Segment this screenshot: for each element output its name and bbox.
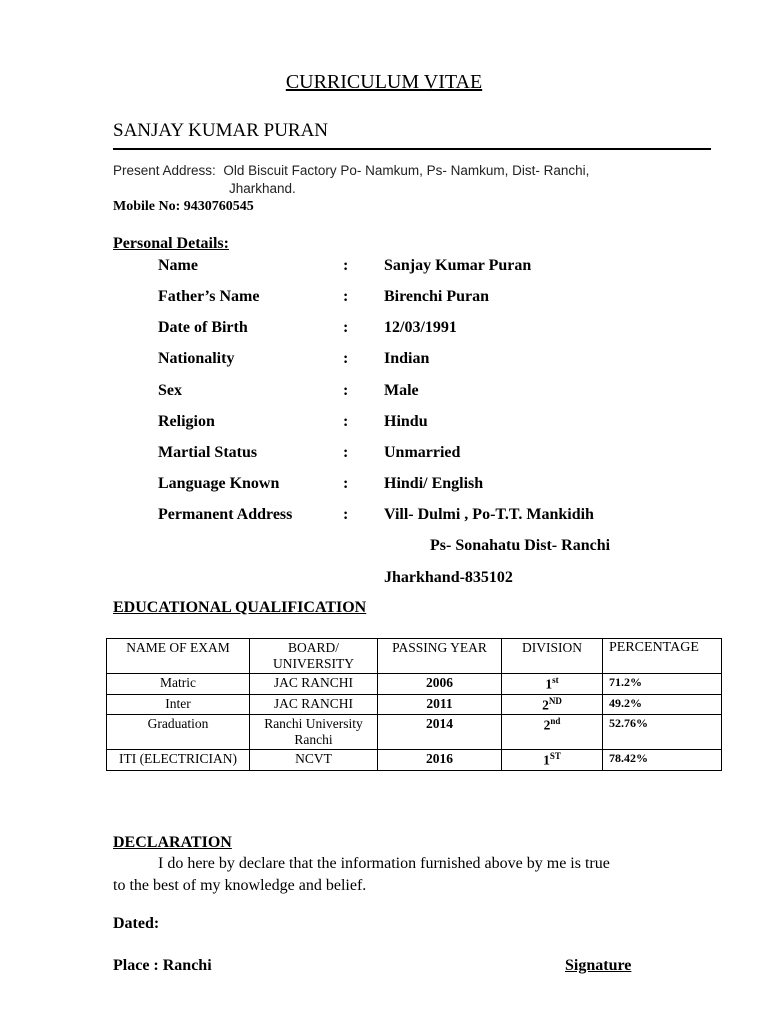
division-suffix: nd <box>550 716 561 726</box>
personal-colon: : <box>343 506 349 523</box>
percentage-cell: 49.2% <box>603 694 722 715</box>
personal-colon: : <box>343 319 349 336</box>
personal-label: Nationality <box>158 350 235 367</box>
board-cell: NCVT <box>250 750 378 771</box>
personal-label: Martial Status <box>158 444 258 461</box>
personal-value: Birenchi Puran <box>384 288 490 305</box>
personal-colon: : <box>343 475 349 492</box>
table-row <box>107 674 722 695</box>
mobile-number <box>113 199 254 215</box>
declaration-line1: I do here by declare that the information furnished above by me is true <box>158 855 610 872</box>
column-header: PASSING YEAR <box>378 639 502 674</box>
mobile-value: 9430760545 <box>183 199 254 214</box>
personal-value: Male <box>384 382 419 399</box>
personal-value: 12/03/1991 <box>384 319 457 336</box>
division-value: 2 <box>543 717 551 733</box>
division-cell <box>502 694 603 715</box>
year-cell: 2006 <box>378 674 502 695</box>
board-cell: JAC RANCHI <box>250 694 378 715</box>
personal-value: Unmarried <box>384 444 461 461</box>
personal-colon: : <box>343 257 349 274</box>
personal-label: Permanent Address <box>158 506 293 523</box>
education-heading: EDUCATIONAL QUALIFICATION <box>113 599 367 616</box>
permanent-address-line2: Ps- Sonahatu Dist- Ranchi <box>430 537 611 554</box>
board-cell: JAC RANCHI <box>250 674 378 695</box>
personal-colon: : <box>343 413 349 430</box>
personal-label: Sex <box>158 382 182 399</box>
year-cell: 2014 <box>378 715 502 750</box>
education-table <box>106 638 722 771</box>
personal-colon: : <box>343 444 349 461</box>
signature-label: Signature <box>565 957 632 974</box>
personal-value: Sanjay Kumar Puran <box>384 257 532 274</box>
percentage-cell: 71.2% <box>603 674 722 695</box>
present-address-line1: Old Biscuit Factory Po- Namkum, Ps- Namkum, Dist- Ranchi, <box>223 163 590 178</box>
column-header: BOARD/ UNIVERSITY <box>250 639 378 674</box>
year-cell: 2011 <box>378 694 502 715</box>
personal-label: Religion <box>158 413 215 430</box>
division-cell <box>502 750 603 771</box>
year-cell: 2016 <box>378 750 502 771</box>
candidate-name: SANJAY KUMAR PURAN <box>113 120 329 141</box>
present-address <box>113 163 589 178</box>
personal-colon: : <box>343 350 349 367</box>
mobile-label: Mobile No: <box>113 199 181 214</box>
table-header-row <box>107 639 722 674</box>
table-row <box>107 715 722 750</box>
table-row <box>107 750 722 771</box>
personal-colon: : <box>343 288 349 305</box>
personal-value: Hindi/ English <box>384 475 484 492</box>
personal-colon: : <box>343 382 349 399</box>
division-cell <box>502 715 603 750</box>
division-value: 1 <box>545 676 553 692</box>
personal-value: Vill- Dulmi , Po-T.T. Mankidih <box>384 506 594 523</box>
column-header: DIVISION <box>502 639 603 674</box>
exam-cell: Graduation <box>107 715 250 750</box>
division-value: 2 <box>542 697 549 712</box>
personal-value: Indian <box>384 350 430 367</box>
personal-label: Date of Birth <box>158 319 248 336</box>
present-address-line2: Jharkhand. <box>229 181 296 196</box>
exam-cell: Matric <box>107 674 250 695</box>
division-suffix: ND <box>548 695 562 706</box>
dated-label: Dated: <box>113 915 160 932</box>
exam-cell: ITI (ELECTRICIAN) <box>107 750 250 771</box>
division-suffix: ST <box>549 751 561 761</box>
percentage-cell: 78.42% <box>603 750 722 771</box>
column-header: NAME OF EXAM <box>107 639 250 674</box>
table-row <box>107 694 722 715</box>
personal-details-heading: Personal Details: <box>113 235 229 252</box>
personal-label: Language Known <box>158 475 280 492</box>
place-label: Place : Ranchi <box>113 957 212 974</box>
division-value: 1 <box>543 752 550 768</box>
personal-label: Name <box>158 257 198 274</box>
declaration-heading: DECLARATION <box>113 834 232 851</box>
percentage-cell: 52.76% <box>603 715 722 750</box>
document-title: CURRICULUM VITAE <box>285 71 483 93</box>
personal-label: Father’s Name <box>158 288 260 305</box>
personal-value: Hindu <box>384 413 428 430</box>
present-address-label: Present Address: <box>113 163 216 178</box>
permanent-address-line3: Jharkhand-835102 <box>384 569 513 586</box>
board-cell: Ranchi University Ranchi <box>250 715 378 750</box>
declaration-line2: to the best of my knowledge and belief. <box>113 877 367 894</box>
header-divider <box>113 148 711 150</box>
division-suffix: st <box>552 675 559 685</box>
division-cell <box>502 674 603 695</box>
column-header: PERCENTAGE <box>603 639 722 674</box>
exam-cell: Inter <box>107 694 250 715</box>
